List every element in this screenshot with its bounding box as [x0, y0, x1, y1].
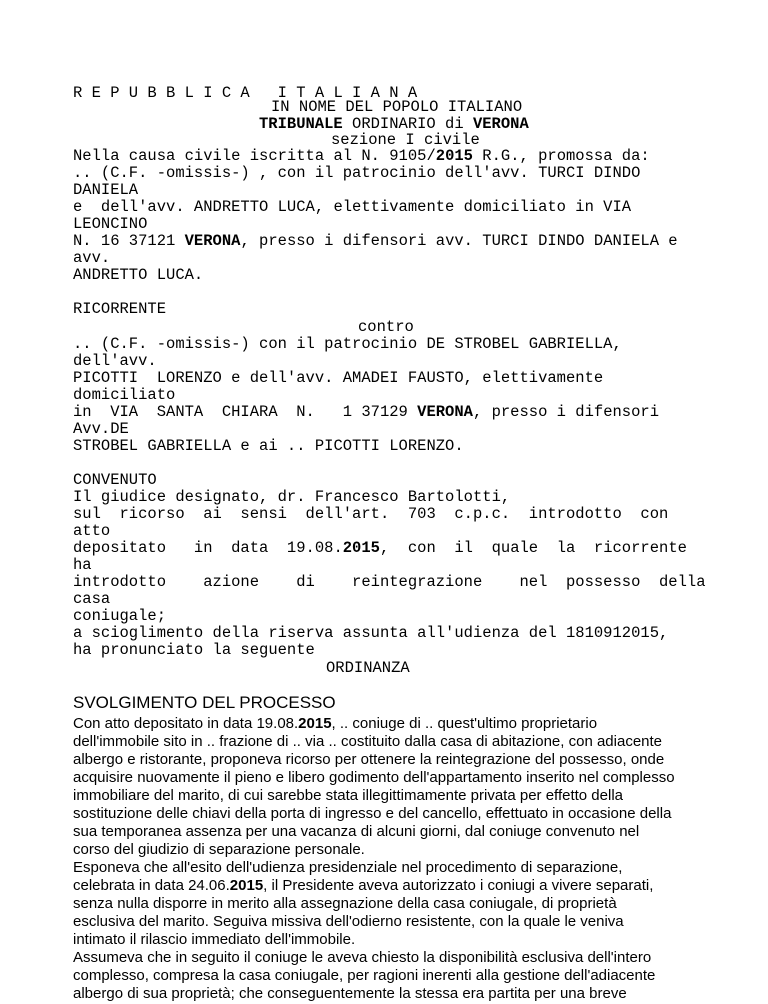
parties-line: Nella causa civile iscritta al N. 9105/2015 R.G., promossa da: — [73, 147, 650, 165]
body-line: sua temporanea assenza per una vacanza di alcuni giorni, dal coniuge convenuto nel — [73, 823, 640, 840]
body-line: Con atto depositato in data 19.08.2015, .. coniuge di .. quest'ultimo proprietario — [73, 715, 598, 732]
parties-line: N. 16 37121 VERONA, presso i difensori avv. TURCI DINDO DANIELA e — [73, 232, 678, 250]
parties-line: PICOTTI LORENZO e dell'avv. AMADEI FAUSTO, elettivamente — [73, 369, 604, 387]
parties-line: e dell'avv. ANDRETTO LUCA, elettivamente domiciliato in VIA — [73, 198, 632, 216]
judge-line: Il giudice designato, dr. Francesco Bartolotti, — [73, 488, 511, 506]
parties-line: ANDRETTO LUCA. — [73, 266, 204, 284]
parties-line: dell'avv. — [73, 352, 157, 370]
body-line: albergo di sua proprietà; che conseguentemente la stessa era partita per una breve — [73, 985, 627, 1002]
body-line: sostituzione delle chiavi della porta di ingresso e del cancello, effettuato in occasione della — [73, 805, 672, 822]
parties-line: domiciliato — [73, 386, 176, 404]
judge-line: introdotto azione di reintegrazione nel possesso della — [73, 573, 706, 591]
body-line: celebrata in data 24.06.2015, il Presidente aveva autorizzato i coniugi a vivere separati, — [73, 877, 654, 894]
body-line: corso del giudizio di separazione personale. — [73, 841, 365, 858]
parties-line: .. (C.F. -omissis-) , con il patrocinio dell'avv. TURCI DINDO — [73, 164, 641, 182]
judge-line: a scioglimento della riserva assunta all'udienza del 1810912015, — [73, 624, 669, 642]
body-line: acquisire nuovamente il pieno e libero godimento dell'appartamento inserito nel complesso — [73, 769, 675, 786]
body-line: esclusiva del marito. Seguiva missiva dell'odierno resistente, con la quale le veniva — [73, 913, 624, 930]
body-line: Esponeva che all'esito dell'udienza presidenziale nel procedimento di separazione, — [73, 859, 623, 876]
judge-line: depositato in data 19.08.2015, con il quale la ricorrente — [73, 539, 687, 557]
parties-line: DANIELA — [73, 181, 139, 199]
body-line: senza nulla disporre in merito alla assegnazione della casa coniugale, di proprietà — [73, 895, 617, 912]
judge-line: coniugale; — [73, 607, 167, 625]
judge-line: sul ricorso ai sensi dell'art. 703 c.p.c. introdotto con — [73, 505, 669, 523]
body-line: Assumeva che in seguito il coniuge le aveva chiesto la disponibilità esclusiva dell'intero — [73, 949, 652, 966]
section-heading: sezione I civile — [331, 131, 480, 149]
parties-line: Avv.DE — [73, 420, 129, 438]
body-line: immobiliare del marito, di cui sarebbe stata illegittimamente privata per effetto della — [73, 787, 623, 804]
ordinanza-label: ORDINANZA — [326, 659, 410, 677]
body-line: intimato il rilascio immediato dell'immobile. — [73, 931, 356, 948]
body-line: dell'immobile sito in .. frazione di .. via .. costituito dalla casa di abitazione, con adiacente — [73, 733, 663, 750]
republic-heading: R E P U B B L I C A I T A L I A N A — [73, 84, 418, 102]
section-title: SVOLGIMENTO DEL PROCESSO — [73, 693, 336, 712]
parties-line: STROBEL GABRIELLA e ai .. PICOTTI LORENZO. — [73, 437, 464, 455]
contro-label: contro — [358, 318, 414, 336]
parties-line: LEONCINO — [73, 215, 148, 233]
ricorrente-label: RICORRENTE — [73, 300, 167, 318]
convenuto-label: CONVENUTO — [73, 471, 157, 489]
in-nome-heading: IN NOME DEL POPOLO ITALIANO — [271, 98, 523, 116]
parties-line: .. (C.F. -omissis-) con il patrocinio DE STROBEL GABRIELLA, — [73, 335, 622, 353]
judge-line: ha pronunciato la seguente — [73, 641, 315, 659]
parties-line: avv. — [73, 249, 111, 267]
body-line: albergo e ristorante, proponeva ricorso per ottenere la reintegrazione del possesso, onde — [73, 751, 665, 768]
judge-line: casa — [73, 590, 111, 608]
judge-line: ha — [73, 556, 92, 574]
parties-line: in VIA SANTA CHIARA N. 1 37129 VERONA, presso i difensori — [73, 403, 659, 421]
body-line: complesso, compresa la casa coniugale, per ragioni inerenti alla gestione dell'adiacente — [73, 967, 656, 984]
court-heading: TRIBUNALE ORDINARIO di VERONA — [259, 115, 529, 133]
judge-line: atto — [73, 522, 111, 540]
